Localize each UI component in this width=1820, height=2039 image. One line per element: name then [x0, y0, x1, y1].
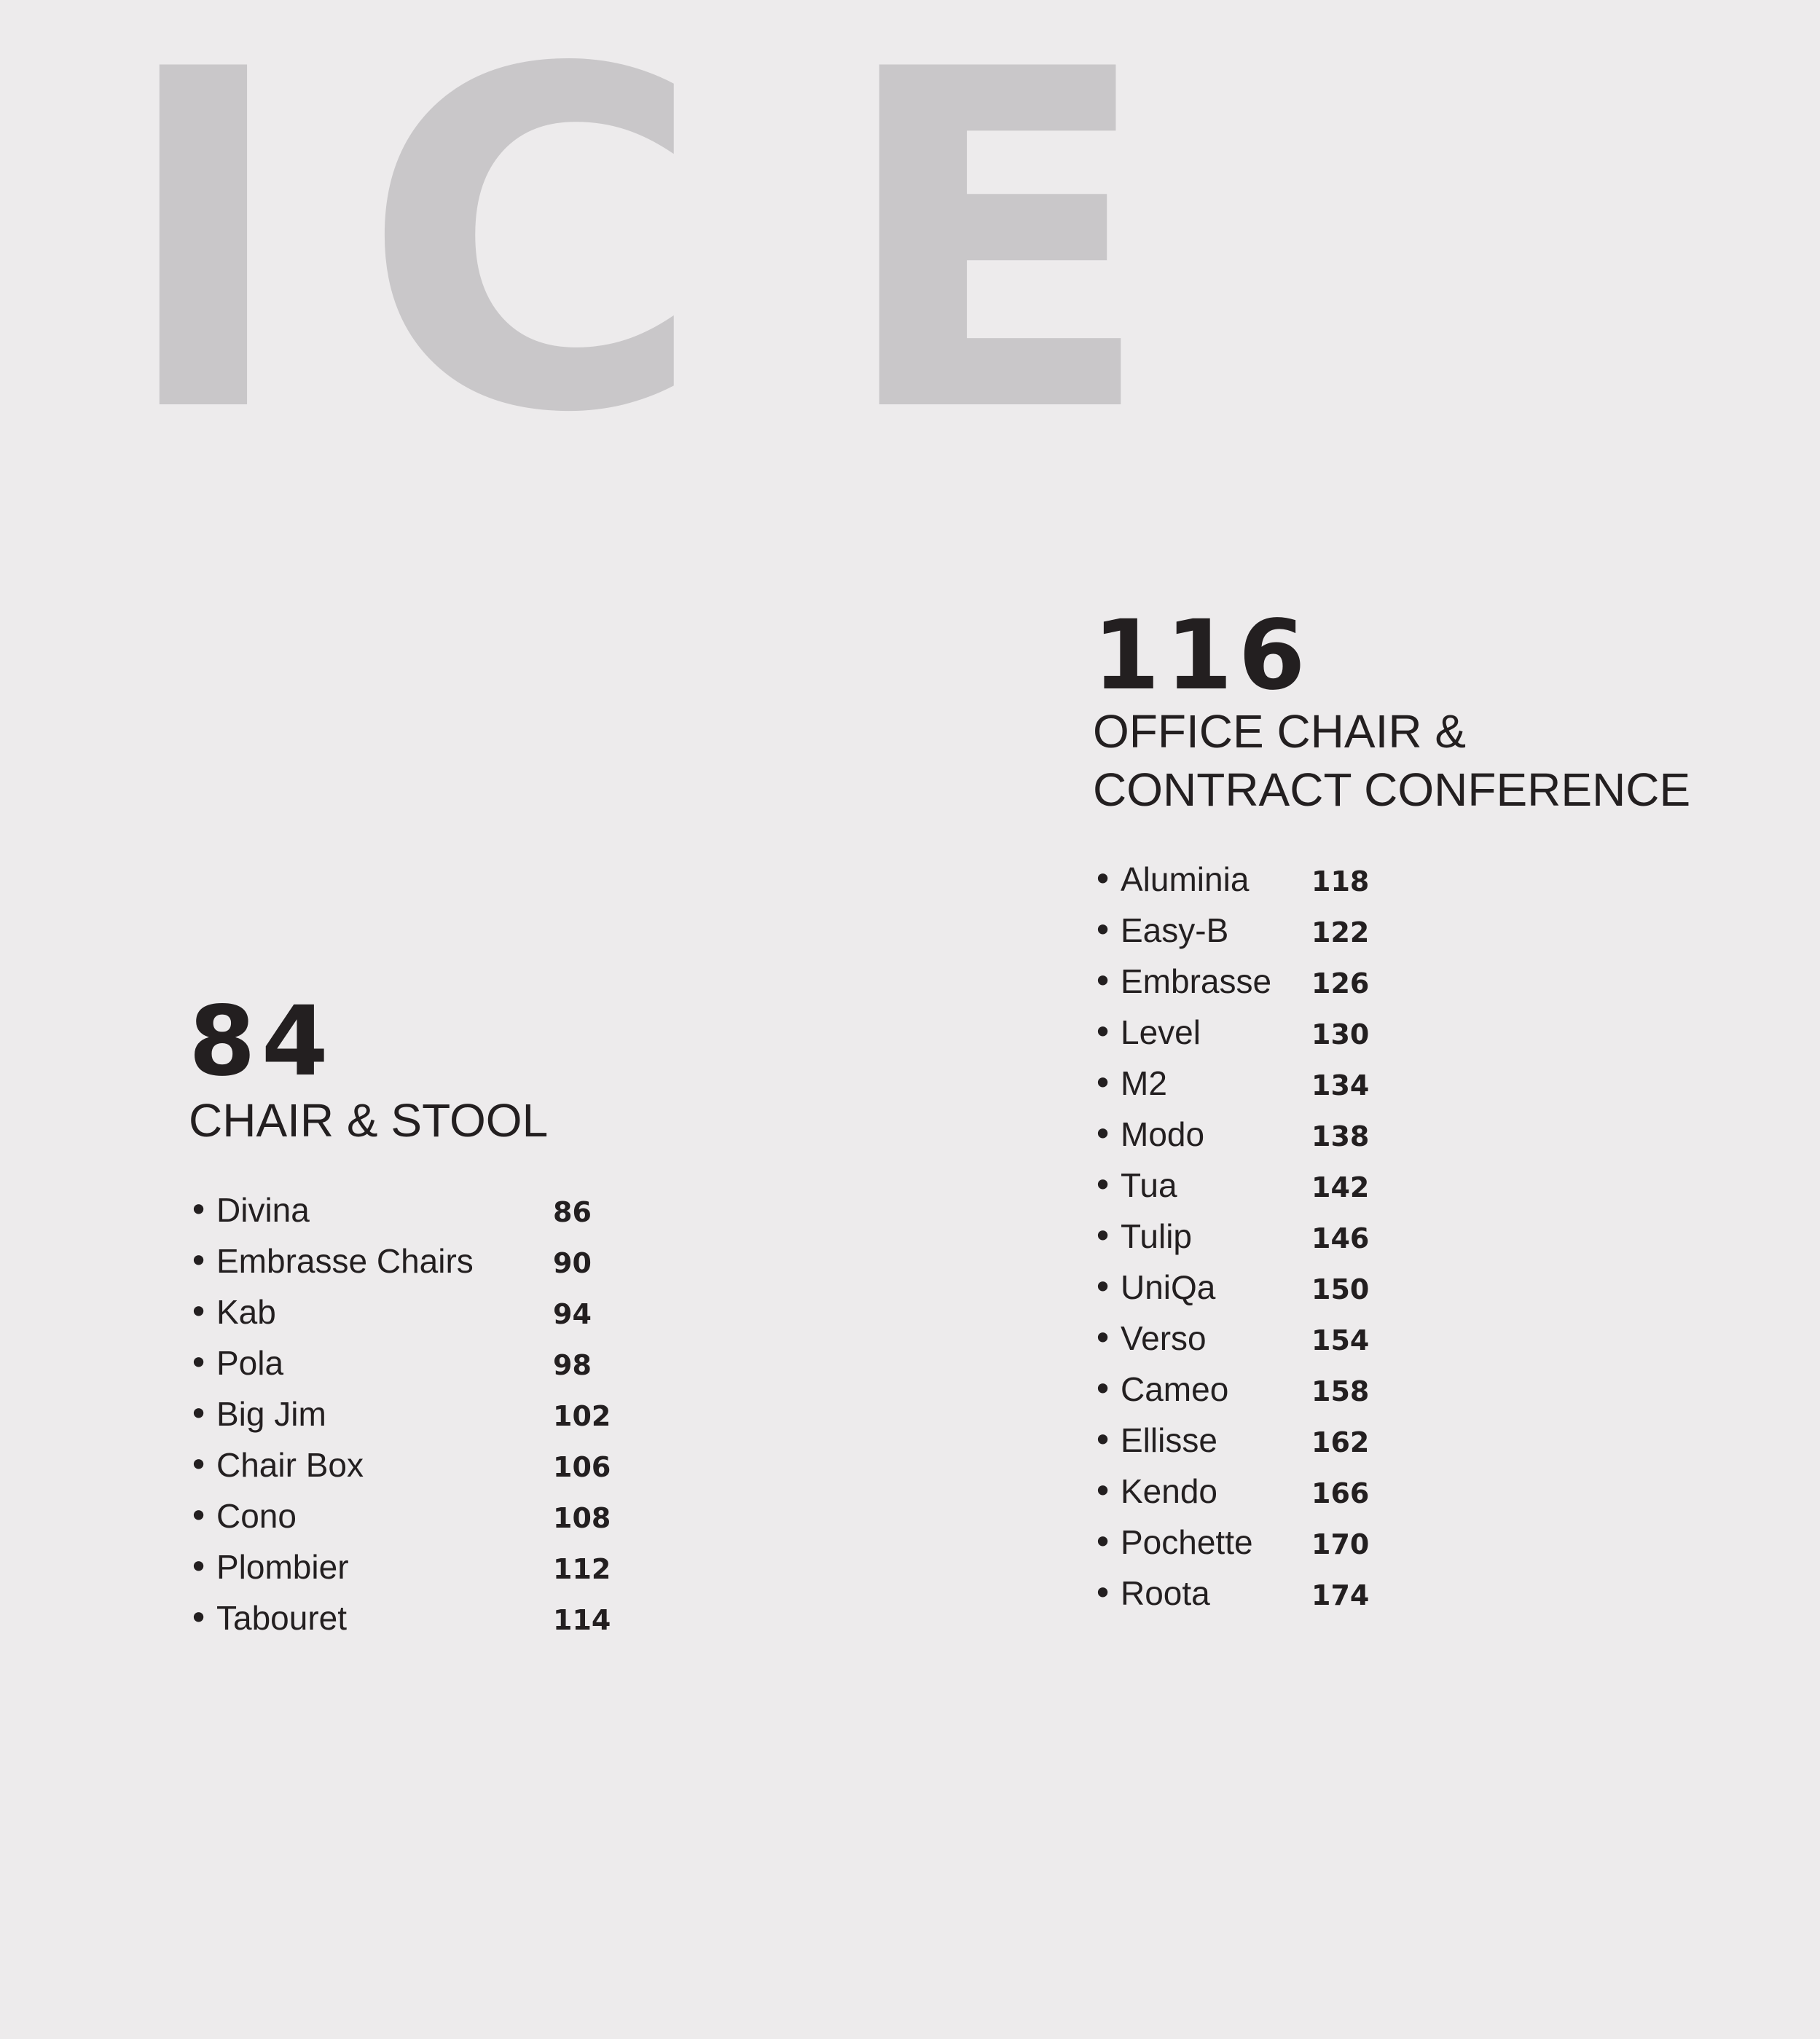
section-number: 116	[1093, 600, 1311, 712]
bullet-icon: •	[1093, 1115, 1113, 1154]
item-page-number: 126	[1311, 967, 1370, 999]
list-item	[1093, 956, 1690, 1007]
item-name: Easy-B	[1121, 911, 1229, 949]
bullet-icon: •	[1093, 1370, 1113, 1409]
list-item	[1093, 1160, 1690, 1211]
bullet-icon: •	[1093, 1421, 1113, 1460]
bullet-icon: •	[189, 1190, 209, 1230]
list-item	[1093, 1517, 1690, 1568]
item-name: Tulip	[1121, 1217, 1192, 1255]
bullet-icon: •	[189, 1292, 209, 1332]
item-list	[1093, 854, 1690, 1619]
item-name: Kendo	[1121, 1472, 1218, 1510]
item-page-number: 122	[1311, 916, 1370, 948]
list-item	[1093, 1262, 1690, 1313]
list-item	[1093, 1568, 1690, 1619]
item-name: Chair Box	[216, 1446, 364, 1484]
item-page-number: 142	[1311, 1171, 1370, 1203]
list-item	[1093, 1211, 1690, 1262]
list-item	[1093, 1058, 1690, 1109]
item-name: Cameo	[1121, 1370, 1229, 1408]
bullet-icon: •	[1093, 860, 1113, 899]
bullet-icon: •	[1093, 1268, 1113, 1307]
item-name: Pochette	[1121, 1523, 1253, 1561]
item-page-number: 166	[1311, 1477, 1370, 1509]
bullet-icon: •	[1093, 1574, 1113, 1613]
bullet-icon: •	[189, 1394, 209, 1434]
item-name: Divina	[216, 1191, 310, 1229]
bullet-icon: •	[1093, 911, 1113, 950]
item-page-number: 112	[553, 1553, 611, 1585]
item-page-number: 154	[1311, 1324, 1370, 1356]
bullet-icon: •	[1093, 1166, 1113, 1205]
item-page-number: 90	[553, 1247, 592, 1279]
bullet-icon: •	[1093, 962, 1113, 1001]
item-name: M2	[1121, 1064, 1167, 1102]
heading-letter-i: I	[117, 0, 291, 514]
item-name: Big Jim	[216, 1395, 326, 1433]
list-item	[1093, 1466, 1690, 1517]
item-name: Tabouret	[216, 1599, 348, 1637]
item-page-number: 130	[1311, 1018, 1370, 1050]
bullet-icon: •	[1093, 1523, 1113, 1562]
item-name: Level	[1121, 1013, 1201, 1051]
item-name: Tua	[1121, 1166, 1177, 1204]
item-name: Pola	[216, 1344, 284, 1382]
list-item	[1093, 905, 1690, 956]
bullet-icon: •	[189, 1445, 209, 1485]
list-item	[189, 1439, 611, 1490]
bullet-icon: •	[1093, 1064, 1113, 1103]
list-item	[1093, 1364, 1690, 1415]
item-page-number: 98	[553, 1349, 592, 1381]
item-page-number: 114	[553, 1604, 611, 1636]
item-name: Cono	[216, 1497, 297, 1535]
item-page-number: 138	[1311, 1120, 1370, 1152]
bullet-icon: •	[1093, 1319, 1113, 1358]
list-item	[189, 1592, 611, 1643]
item-page-number: 162	[1311, 1426, 1370, 1458]
item-name: UniQa	[1121, 1268, 1216, 1306]
item-page-number: 170	[1311, 1528, 1370, 1560]
item-page-number: 86	[553, 1196, 592, 1228]
item-name: Embrasse Chairs	[216, 1242, 474, 1280]
item-page-number: 150	[1311, 1273, 1370, 1305]
bullet-icon: •	[189, 1343, 209, 1383]
list-item	[189, 1337, 611, 1388]
list-item	[1093, 1007, 1690, 1058]
item-page-number: 106	[553, 1451, 611, 1483]
item-name: Modo	[1121, 1115, 1205, 1153]
item-name: Kab	[216, 1293, 276, 1331]
item-page-number: 108	[553, 1502, 611, 1534]
section-office-chair	[1093, 600, 1691, 1619]
item-name: Plombier	[216, 1548, 349, 1586]
item-list	[189, 1184, 611, 1643]
list-item	[1093, 854, 1690, 905]
section-chair-stool	[189, 986, 611, 1643]
item-page-number: 102	[553, 1400, 611, 1432]
item-name: Ellisse	[1121, 1421, 1217, 1459]
list-item	[189, 1184, 611, 1235]
list-item	[189, 1541, 611, 1592]
item-name: Verso	[1121, 1319, 1207, 1357]
bullet-icon: •	[1093, 1217, 1113, 1256]
list-item	[189, 1235, 611, 1286]
list-item	[189, 1286, 611, 1337]
list-item	[1093, 1109, 1690, 1160]
heading-letter-e: E	[836, 0, 1156, 514]
bullet-icon: •	[189, 1496, 209, 1536]
heading-letter-c: C	[361, 0, 704, 514]
bullet-icon: •	[1093, 1013, 1113, 1052]
item-name: Roota	[1121, 1574, 1210, 1612]
list-item	[1093, 1313, 1690, 1364]
bullet-icon: •	[189, 1547, 209, 1587]
bullet-icon: •	[189, 1598, 209, 1638]
item-page-number: 94	[553, 1298, 592, 1330]
item-page-number: 146	[1311, 1222, 1370, 1254]
item-page-number: 134	[1311, 1069, 1370, 1101]
item-page-number: 174	[1311, 1579, 1370, 1611]
item-name: Aluminia	[1121, 860, 1250, 898]
section-number: 84	[189, 986, 334, 1098]
section-title: OFFICE CHAIR & CONTRACT CONFERENCE	[1093, 705, 1691, 816]
item-page-number: 158	[1311, 1375, 1370, 1407]
section-title: CHAIR & STOOL	[189, 1094, 549, 1147]
bullet-icon: •	[1093, 1472, 1113, 1511]
bullet-icon: •	[189, 1241, 209, 1281]
list-item	[1093, 1415, 1690, 1466]
list-item	[189, 1388, 611, 1439]
item-page-number: 118	[1311, 865, 1370, 897]
item-name: Embrasse	[1121, 962, 1272, 1000]
list-item	[189, 1490, 611, 1541]
